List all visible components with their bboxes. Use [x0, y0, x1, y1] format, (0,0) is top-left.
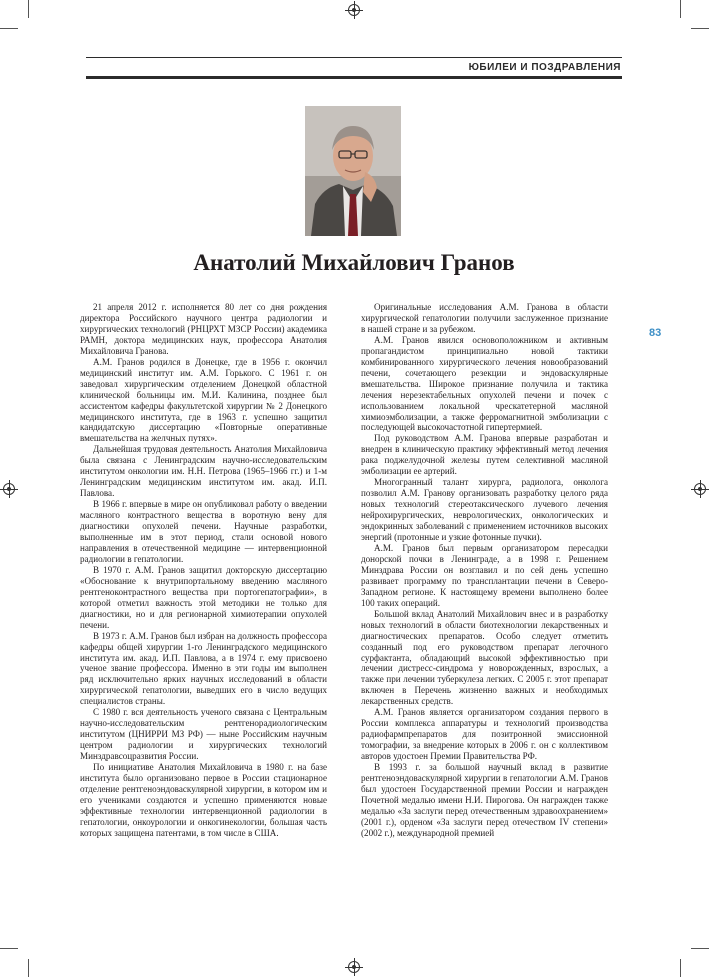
crop-mark	[691, 948, 709, 949]
registration-mark-icon	[348, 4, 360, 16]
page-number: 83	[649, 327, 662, 339]
paragraph: С 1980 г. вся деятельность ученого связана с Центральным научно-исследовательским рентгенорадиологическим институтом (ЦНИРРИ МЗ РФ) — ныне Российским научным центром радиологии и хирургических технологий Минздравсоцразвития России.	[80, 707, 327, 762]
registration-mark-icon	[694, 483, 706, 495]
paragraph: Дальнейшая трудовая деятельность Анатолия Михайловича была связана с Ленинградским научно-исследовательским институтом онкологии им. Н.Н. Петрова (1965–1966 гг.) и 1-м Ленинградским медицинским институтом им. акад. И.П. Павлова.	[80, 444, 327, 499]
crop-mark	[680, 0, 681, 18]
paragraph: А.М. Гранов был первым организатором пересадки донорской почки в Ленинграде, а в 1998 г. Решением Минздрава России он возглавил и по сей день успешно развивает программу по трансплантации печени в Северо-Западном регионе. К настоящему времени выполнено более 100 таких операций.	[361, 542, 608, 608]
section-title: ЮБИЛЕИ И ПОЗДРАВЛЕНИЯ	[468, 62, 621, 73]
crop-mark	[28, 0, 29, 18]
paragraph: В 1966 г. впервые в мире он опубликовал работу о введении масляного контрастного вещества в воротную вену для диагностики опухолей печени. Научные разработки, выполненные им в этот период, стали основой нового направления в отечественной медицине — интервенционной радиологии в гепатологии.	[80, 499, 327, 564]
paragraph: В 1973 г. А.М. Гранов был избран на должность профессора кафедры общей хирургии 1-го Ленинградского медицинского института им. акад. И.П. Павлова, а в 1974 г. ему присвоено ученое звание профессора. Именно в эти годы им выполнен ряд исключительно ярких научных исследований в области хирургической гепатологии, выведших его в число ведущих специалистов страны.	[80, 630, 327, 707]
crop-mark	[0, 948, 18, 949]
crop-mark	[691, 28, 709, 29]
article-title: Анатолий Михайлович Гранов	[193, 250, 515, 275]
portrait-photo	[305, 106, 401, 236]
left-column	[80, 302, 327, 839]
paragraph: А.М. Гранов является организатором создания первого в России комплекса аппаратуры и технологий производства радиофармпрепаратов для позитронной эмиссионной томографии, за внедрение которых в 2006 г. он с коллективом авторов удостоен Премии Правительства РФ.	[361, 707, 608, 762]
paragraph: Оригинальные исследования А.М. Гранова в области хирургической гепатологии получили заслуженное признание в нашей стране и за рубежом.	[361, 302, 608, 334]
paragraph: Многогранный талант хирурга, радиолога, онколога позволил А.М. Гранову организовать разработку целого ряда новых технологий стереотаксического лучевого лечения нейрохирургических, неврологических, онкологических и эндокринных заболеваний с применением источников высоких энергий (протонные и узкие фотонные пучки).	[361, 477, 608, 543]
paragraph: Под руководством А.М. Гранова впервые разработан и внедрен в клиническую практику эффективный метод лечения рака поджелудочной железы путем селективной масляной эмболизации ее артерий.	[361, 433, 608, 477]
crop-mark	[680, 959, 681, 977]
paragraph: В 1993 г. за большой научный вклад в развитие рентгеноэндоваскулярной хирургии в гепатологии А.М. Гранов был удостоен Государственной премии России и награжден Почетной медалью имени Н.И. Пирогова. Он награжден также медалью «За заслуги перед отечественным здравоохранением» (2001 г.), орденом «За заслуги перед отечеством IV степени» (2002 г.), международной премией	[361, 762, 608, 838]
crop-mark	[0, 28, 18, 29]
right-column	[361, 302, 608, 839]
paragraph: По инициативе Анатолия Михайловича в 1980 г. на базе института было организовано первое в России стационарное отделение рентгеноэндоваскулярной хирургии, в котором им и его учениками создаются и успешно применяются новые эффективные технологии интервенционной радиологии в гепатологии, онкоурологии и онкогинекологии, большая часть которых защищена патентами, в том числе в США.	[80, 762, 327, 838]
paragraph: Большой вклад Анатолий Михайлович внес и в разработку новых технологий в области биотехнологии лекарственных и диагностических препаратов. Особо следует отметить созданный под его руководством препарат легочного сурфактанта, обладающий высокой эффективностью при лечении дистресс-синдрома у новорожденных, взрослых, а также при лечении туберкулеза легких. С 2005 г. этот препарат включен в Перечень жизненно важных и необходимых лекарственных средств.	[361, 608, 608, 707]
registration-mark-icon	[3, 483, 15, 495]
paragraph: 21 апреля 2012 г. исполняется 80 лет со дня рождения директора Российского научного центра радиологии и хирургических технологий (РНЦРХТ МЗСР России) академика РАМН, доктора медицинских наук, профессора Анатолия Михайловича Гранова.	[80, 302, 327, 356]
paragraph: А.М. Гранов явился основоположником и активным пропагандистом принципиально новой тактики комбинированного хирургического лечения новообразований печени, сочетающего резекции и эндоваскулярные вмешательства. Широкое признание получила и тактика лечения нерезектабельных опухолей печени и почек с использованием локальной чрескатетерной масляной химиоэмболизации, а также ферромагнитной эмболизации с последующей высокочастотной гипертермией.	[361, 334, 608, 433]
paragraph: В 1970 г. А.М. Гранов защитил докторскую диссертацию «Обоснование к внутрипортальному введению масляного рентгеноконтрастного вещества при портогепатографии», в которой отметил важность этой методики не только для диагностики, но и для регионарной химиотерапии опухолей печени.	[80, 564, 327, 630]
crop-mark	[28, 959, 29, 977]
paragraph: А.М. Гранов родился в Донецке, где в 1956 г. окончил медицинский институт им. А.М. Горького. С 1961 г. он заведовал хирургическим отделением Донецкой областной клинической больницы им. М.И. Калинина, позднее был ассистентом кафедры факультетской хирургии № 2 Донецкого медицинского института, где в 1963 г. успешно защитил кандидатскую диссертацию «Повторные оперативные вмешательства на желчных путях».	[80, 356, 327, 444]
header-rule	[86, 57, 622, 58]
registration-mark-icon	[348, 961, 360, 973]
header-rule-thick	[86, 76, 622, 79]
